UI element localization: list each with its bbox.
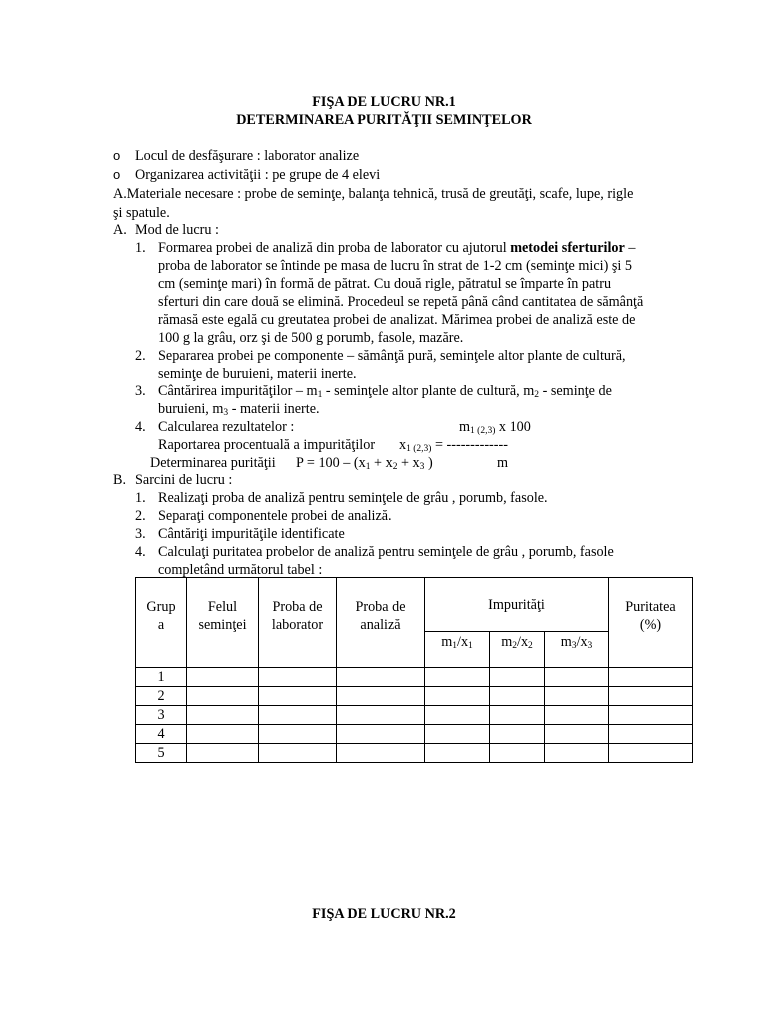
step1-line: rămasă este egală cu greutatea probei de analizat. Mărimea probei de analiză este de	[158, 312, 636, 328]
subscript: 2	[534, 390, 540, 400]
report-label: Raportarea procentuală a impurităţilor	[158, 437, 376, 453]
header-lab-sample	[259, 578, 337, 668]
task-text: Realizaţi proba de analiză pentru seminţele de grâu , porumb, fasole.	[158, 490, 548, 506]
table-cell[interactable]	[259, 687, 337, 706]
formula-text: + x	[370, 455, 393, 471]
table-cell[interactable]	[259, 668, 337, 687]
table-cell[interactable]	[425, 744, 490, 763]
table-cell[interactable]	[425, 687, 490, 706]
table-cell[interactable]	[187, 687, 259, 706]
header-m1-x1	[425, 632, 490, 668]
step-number: 1.	[135, 240, 146, 256]
row-number: 3	[136, 706, 187, 725]
bullet-location: Locul de desfăşurare : laborator analize	[135, 148, 360, 164]
table-cell[interactable]	[337, 744, 425, 763]
table-cell[interactable]	[259, 725, 337, 744]
step2-line1: Separarea probei pe componente – sămânţă pură, seminţele altor plante de cultură,	[158, 348, 626, 364]
subscript: 2	[512, 641, 517, 651]
table-cell[interactable]	[609, 725, 693, 744]
subscript: 2	[392, 462, 398, 472]
fraction-line: = -------------	[431, 437, 508, 453]
subscript: 3	[587, 641, 593, 651]
table-cell[interactable]	[337, 706, 425, 725]
page-title: FIŞA DE LUCRU NR.1	[312, 94, 456, 110]
table-cell[interactable]	[490, 706, 545, 725]
step1-line: sferturi din care două se elimină. Procedeul se repetă până când cantitatea de sămânţă	[158, 294, 644, 310]
subscript: 1 (2,3)	[470, 426, 496, 436]
row-number: 2	[136, 687, 187, 706]
step-number: 3.	[135, 383, 146, 399]
header-text: (%)	[639, 617, 662, 633]
bullet-icon: o	[113, 148, 121, 163]
next-worksheet-title: FIŞA DE LUCRU NR.2	[312, 906, 456, 922]
formula-line	[399, 436, 508, 454]
header-text: m	[441, 634, 453, 650]
step3-text: - seminţe de	[539, 383, 612, 399]
table-cell[interactable]	[490, 668, 545, 687]
row-number: 1	[136, 668, 187, 687]
table-cell[interactable]	[425, 706, 490, 725]
step1-line: proba de laborator se întinde pe masa de lucru în strat de 1-2 cm (seminţe mici) şi 5	[158, 258, 632, 274]
header-text: laborator	[271, 617, 324, 633]
table-cell[interactable]	[187, 725, 259, 744]
task-text: Calculaţi puritatea probelor de analiză pentru seminţele de grâu , porumb, fasole	[158, 544, 614, 560]
header-text: Puritatea	[625, 599, 676, 615]
step3-line1	[158, 382, 612, 400]
step2-line2: seminţe de buruieni, materii inerte.	[158, 366, 357, 382]
header-text: m	[501, 634, 513, 650]
step1-line: 100 g la grâu, orz şi de 500 g porumb, fasole, mazăre.	[158, 330, 464, 346]
step3-text: - materii inerte.	[228, 401, 320, 417]
subscript: 3	[223, 408, 229, 418]
step1-dash: –	[624, 240, 636, 256]
section-b-heading: Sarcini de lucru :	[135, 472, 233, 488]
table-cell[interactable]	[259, 744, 337, 763]
table-cell[interactable]	[490, 725, 545, 744]
step1-text: Formarea probei de analiză din proba de laborator cu ajutorul	[158, 240, 511, 256]
header-text: /x	[517, 634, 529, 650]
table-cell[interactable]	[425, 668, 490, 687]
subscript: 1	[365, 462, 371, 472]
table-cell[interactable]	[545, 744, 609, 763]
table-row	[136, 687, 693, 706]
table-cell[interactable]	[187, 706, 259, 725]
formula-numerator	[459, 418, 531, 436]
header-m3-x3	[545, 632, 609, 668]
table-cell[interactable]	[609, 744, 693, 763]
task-text: Cântăriţi impurităţile identificate	[158, 526, 345, 542]
header-m2-x2	[490, 632, 545, 668]
purity-formula	[296, 454, 433, 472]
header-text: a	[157, 617, 165, 633]
table-row	[136, 744, 693, 763]
task-text-cont: completând următorul tabel :	[158, 562, 323, 578]
table-cell[interactable]	[187, 668, 259, 687]
purity-label: Determinarea purităţii	[150, 455, 276, 471]
section-a-marker: A.	[113, 222, 127, 238]
materials-line1: A.Materiale necesare : probe de seminţe, balanţa tehnică, trusă de greutăţi, scafe, lupe, rigle	[113, 186, 634, 202]
row-number: 4	[136, 725, 187, 744]
header-text: Proba de	[355, 599, 406, 615]
formula-text: + x	[397, 455, 420, 471]
step3-line2	[158, 400, 320, 418]
purity-table	[135, 577, 693, 763]
bullet-organization: Organizarea activităţii : pe grupe de 4 elevi	[135, 167, 381, 183]
section-b-marker: B.	[113, 472, 127, 488]
bullet-icon: o	[113, 167, 121, 182]
subscript: 1	[317, 390, 323, 400]
formula-text: )	[424, 455, 433, 471]
table-cell[interactable]	[545, 668, 609, 687]
section-a-heading: Mod de lucru :	[135, 222, 219, 238]
subscript: 3	[419, 462, 425, 472]
table-cell[interactable]	[337, 725, 425, 744]
formula-text: P = 100 – (x	[296, 455, 366, 471]
header-text: m	[560, 634, 572, 650]
table-cell[interactable]	[425, 725, 490, 744]
row-number: 5	[136, 744, 187, 763]
formula-x: x	[399, 437, 407, 453]
table-row	[136, 668, 693, 687]
table-cell[interactable]	[545, 706, 609, 725]
table-row	[136, 725, 693, 744]
table-cell[interactable]	[545, 687, 609, 706]
step3-text: Cântărirea impurităţilor – m	[158, 383, 318, 399]
table-cell[interactable]	[609, 668, 693, 687]
subscript: 3	[571, 641, 577, 651]
formula-m: m	[459, 419, 471, 435]
header-group	[136, 578, 187, 668]
task-number: 2.	[135, 508, 146, 524]
table-cell[interactable]	[609, 687, 693, 706]
task-number: 4.	[135, 544, 146, 560]
step4-label: Calcularea rezultatelor :	[158, 419, 295, 435]
task-text: Separaţi componentele probei de analiză.	[158, 508, 392, 524]
header-purity	[609, 578, 693, 668]
step1-first-line	[158, 239, 635, 257]
table-cell[interactable]	[337, 687, 425, 706]
header-text: /x	[457, 634, 469, 650]
table-cell[interactable]	[187, 744, 259, 763]
step-number: 2.	[135, 348, 146, 364]
header-analysis-sample	[337, 578, 425, 668]
subscript: 1	[468, 641, 473, 651]
table-cell[interactable]	[259, 706, 337, 725]
task-number: 1.	[135, 490, 146, 506]
header-text: Felul	[207, 599, 238, 615]
materials-line2: şi spatule.	[113, 205, 170, 221]
step3-text: - seminţele altor plante de cultură, m	[322, 383, 535, 399]
table-cell[interactable]	[490, 687, 545, 706]
table-cell[interactable]	[609, 706, 693, 725]
subscript: 1 (2,3)	[406, 444, 432, 454]
table-cell[interactable]	[337, 668, 425, 687]
subscript: 2	[528, 641, 533, 651]
formula-factor: x 100	[495, 419, 531, 435]
header-text: seminţei	[198, 617, 247, 633]
table-row	[136, 706, 693, 725]
header-text: analiză	[360, 617, 401, 633]
table-cell[interactable]	[490, 744, 545, 763]
step-number: 4.	[135, 419, 146, 435]
header-text: /x	[576, 634, 588, 650]
header-impurities: Impurităţi	[425, 578, 609, 632]
header-text: Grup	[146, 599, 176, 615]
task-number: 3.	[135, 526, 146, 542]
step1-bold-term: metodei sferturilor	[510, 240, 625, 256]
header-seed-kind	[187, 578, 259, 668]
page-subtitle: DETERMINAREA PURITĂŢII SEMINŢELOR	[236, 112, 532, 128]
table-cell[interactable]	[545, 725, 609, 744]
step3-text: buruieni, m	[158, 401, 224, 417]
header-text: Proba de	[272, 599, 323, 615]
step1-line: cm (seminţe mari) în formă de pătrat. Cu două rigle, pătratul se împarte în patru	[158, 276, 612, 292]
subscript: 1	[452, 641, 457, 651]
formula-denominator: m	[497, 455, 509, 471]
